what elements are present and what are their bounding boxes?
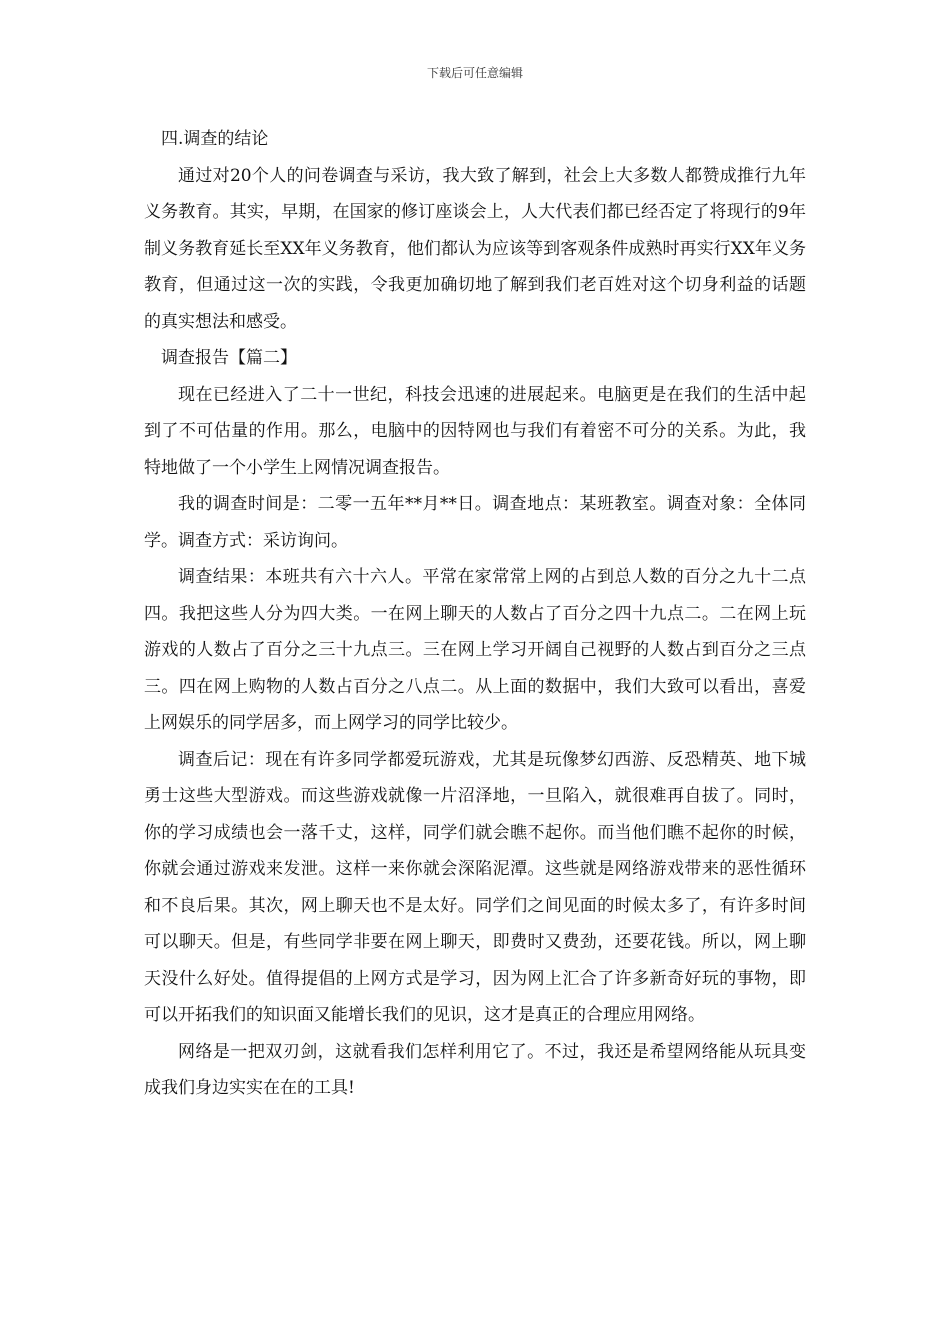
conclusion-paragraph: 通过对20个人的问卷调查与采访，我大致了解到，社会上大多数人都赞成推行九年义务教育。其实，早期，在国家的修订座谈会上，人大代表们都已经否定了将现行的9年制义务教育延长至XX年义务教育，他们都认为应该等到客观条件成熟时再实行XX年义务教育，但通过这一次的实践，令我更加确切地了解到我们老百姓对这个切身利益的话题的真实想法和感受。 xyxy=(144,165,806,332)
details-paragraph: 我的调查时间是：二零一五年**月**日。调查地点：某班教室。调查对象：全体同学。调查方式：采访询问。 xyxy=(144,494,806,551)
report-title: 调查报告【篇二】 xyxy=(161,348,297,368)
section-heading: 四.调查的结论 xyxy=(161,129,269,149)
document-body xyxy=(144,121,806,1107)
afterword-paragraph: 调查后记：现在有许多同学都爱玩游戏，尤其是玩像梦幻西游、反恐精英、地下城勇士这些大型游戏。而这些游戏就像一片沼泽地，一旦陷入，就很难再自拔了。同时，你的学习成绩也会一落千丈，这样，同学们就会瞧不起你。而当他们瞧不起你的时候，你就会通过游戏来发泄。这样一来你就会深陷泥潭。这些就是网络游戏带来的恶性循环和不良后果。其次，网上聊天也不是太好。同学们之间见面的时候太多了，有许多时间可以聊天。但是，有些同学非要在网上聊天，即费时又费劲，还要花钱。所以，网上聊天没什么好处。值得提倡的上网方式是学习，因为网上汇合了许多新奇好玩的事物，即可以开拓我们的知识面又能增长我们的见识，这才是真正的合理应用网络。 xyxy=(144,749,806,1025)
page-header-note: 下载后可任意编辑 xyxy=(426,66,523,80)
intro-paragraph: 现在已经进入了二十一世纪，科技会迅速的进展起来。电脑更是在我们的生活中起到了不可估量的作用。那么，电脑中的因特网也与我们有着密不可分的关系。为此，我特地做了一个小学生上网情况调查报告。 xyxy=(144,384,806,478)
results-paragraph: 调查结果：本班共有六十六人。平常在家常常上网的占到总人数的百分之九十二点四。我把这些人分为四大类。一在网上聊天的人数占了百分之四十九点二。二在网上玩游戏的人数占了百分之三十九点三。三在网上学习开阔自己视野的人数占到百分之三点三。四在网上购物的人数占百分之八点二。从上面的数据中，我们大致可以看出，喜爱上网娱乐的同学居多，而上网学习的同学比较少。 xyxy=(144,567,806,733)
closing-paragraph: 网络是一把双刃剑，这就看我们怎样利用它了。不过，我还是希望网络能从玩具变成我们身边实实在在的工具! xyxy=(144,1041,806,1098)
